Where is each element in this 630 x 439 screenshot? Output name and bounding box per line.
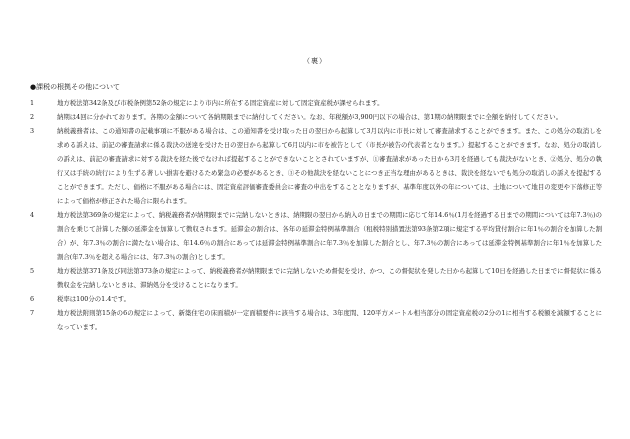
item-number: 2 — [30, 113, 35, 121]
list-item — [30, 96, 602, 110]
item-number: 6 — [30, 295, 35, 303]
item-number: 3 — [30, 127, 35, 135]
item-text: 税率は100分の1.4です。 — [57, 295, 130, 303]
section-title: ●課税の根拠その他について — [30, 83, 120, 91]
item-number: 5 — [30, 267, 35, 275]
item-number: 7 — [30, 309, 35, 317]
list-item — [30, 306, 602, 334]
item-text: 納期は4回に分かれております。各期の金額について各納期限までに納付してください。なお、年税額が3,900円以下の場合は、第1期の納期限までに全額を納付してください。 — [57, 113, 563, 121]
item-text: 地方税法第371条及び同法第373条の規定によって、納税義務者が納期限までに完納しないため督促を受け、かつ、この督促状を発した日から起算して10日を経過した日までに督促状に係る徴収金を完納しないときは、滞納処分を受けることになります。 — [57, 267, 602, 289]
item-list — [30, 96, 602, 334]
list-item — [30, 292, 602, 306]
item-number: 1 — [30, 99, 35, 107]
item-number: 4 — [30, 211, 35, 219]
item-text: 地方税法第342条及び市税条例第52条の規定により市内に所在する固定資産に対して固定資産税が課せられます。 — [57, 99, 384, 107]
item-text: 納税義務者は、この通知書の記載事項に不服がある場合は、この通知書を受け取った日の翌日から起算して3月以内に市長に対して審査請求することができます。また、この処分の取消しを求める訴えは、前記の審査請求に係る裁決の送達を受けた日の翌日から起算して6月以内に市を被告として（市長が被告の代表者となります。）提起することができます。なお、処分の取消しの訴えは、前記の審査請求に対する裁決を経た後でなければ提起することができないこととされていますが、①審査請求があった日から3月を経過しても裁決がないとき、②処分、処分の執行又は手続の続行により生ずる著しい損害を避けるため緊急の必要があるとき、③その他裁決を経ないことにつき正当な理由があるときは、裁決を経ないでも処分の取消しの訴えを提起することができます。ただし、価格に不服がある場合には、固定資産評価審査委員会に審査の申出をすることとなりますが、基準年度以外の年については、土地について地目の変更や下落修正等によって価格が修正された場合に限られます。 — [57, 127, 602, 205]
item-text: 地方税法附則第15条の6の規定によって、新築住宅の床面積が一定面積要件に該当する場合は、3年度間、120平方メートル相当部分の固定資産税の2分の1に相当する税額を減額することになっています。 — [57, 309, 602, 331]
page-side-mark: （裏） — [303, 57, 327, 65]
list-item — [30, 110, 602, 124]
list-item — [30, 208, 602, 264]
item-text: 地方税法第369条の規定によって、納税義務者が納期限までに完納しないときは、納期限の翌日から納入の日までの期間に応じて年14.6％(1月を経過する日までの期間については年7.3％)の割合を乗じて計算した額の延滞金を加算して徴収されます。延滞金の割合は、各年の延滞金特例基準割合（租税特別措置法第93条第2項に規定する平均貸付割合に年1％の割合を加算した割合）が、年7.3％の割合に満たない場合は、年14.6％の割合にあっては延滞金特例基準割合に年7.3％を加算した割合とし、年7.3％の割合にあっては延滞金特例基準割合に年1％を加算した割合(年7.3％を超える場合には、年7.3％の割合)とします。 — [57, 211, 602, 261]
list-item — [30, 124, 602, 208]
list-item — [30, 264, 602, 292]
